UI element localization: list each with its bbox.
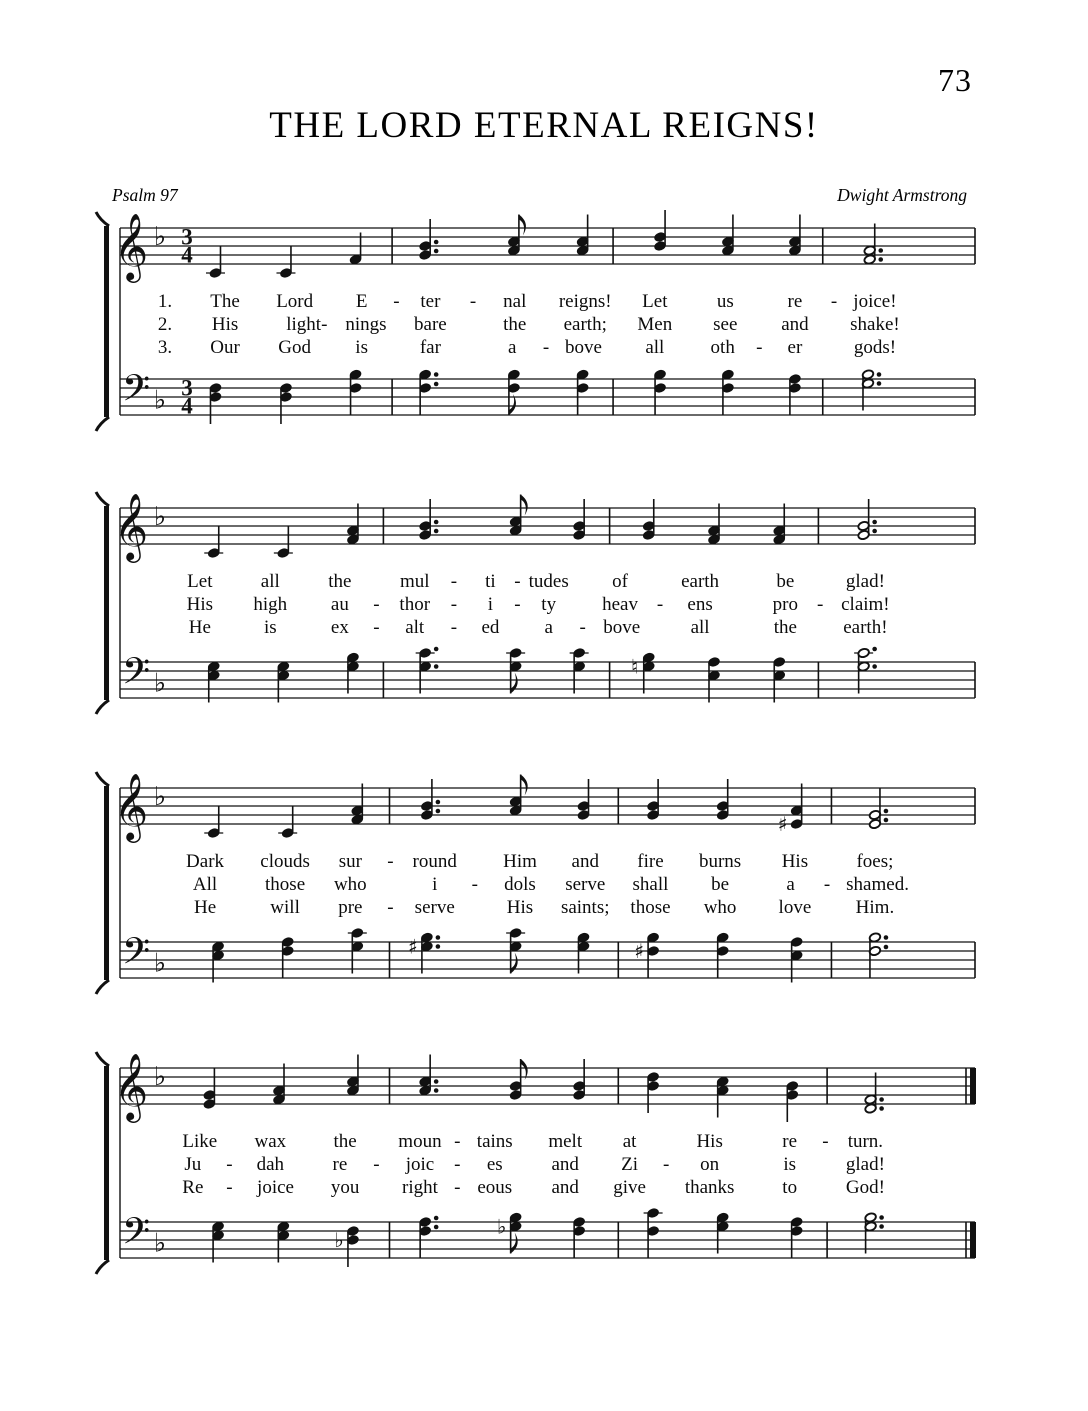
lyric-syllable: the (333, 1131, 357, 1152)
lyric-syllable: give (613, 1177, 646, 1198)
lyric-syllable: Let (642, 291, 668, 312)
lyric-syllable: will (270, 897, 300, 918)
lyric-syllable: Men (637, 314, 673, 335)
lyric-syllable: earth; (563, 314, 607, 335)
lyric-syllable: pro (772, 594, 798, 615)
lyric-syllable: saints; (560, 897, 610, 918)
lyric-hyphen: - (816, 594, 824, 615)
verse-number: 1. (157, 291, 173, 312)
key-signature-flat: ♭ (153, 222, 167, 252)
lyric-syllable: ed (481, 617, 500, 638)
lyric-syllable: who (703, 897, 737, 918)
lyric-syllable: foes; (856, 851, 894, 872)
lyric-syllable: mul (399, 571, 430, 592)
lyric-hyphen: - (756, 337, 763, 358)
lyric-hyphen: - (822, 1131, 829, 1152)
lyric-syllable: all (690, 617, 710, 638)
lyric-syllable: far (419, 337, 441, 358)
lyric-syllable: round (412, 851, 457, 872)
lyric-syllable: His (211, 314, 239, 335)
lyric-hyphen: - (373, 594, 380, 615)
lyric-syllable: thanks (684, 1177, 735, 1198)
scripture-reference: Psalm 97 (112, 185, 178, 205)
treble-clef-icon: 𝄞 (113, 492, 149, 560)
lyric-syllable: serve (565, 874, 606, 895)
lyric-syllable: Let (187, 571, 213, 592)
lyric-syllable: bare (414, 314, 447, 335)
lyric-syllable: and (551, 1177, 579, 1198)
lyric-syllable: ti (485, 571, 496, 592)
lyric-syllable: and (781, 314, 809, 335)
lyric-syllable: you (330, 1177, 360, 1198)
lyric-syllable: Re (182, 1177, 204, 1198)
lyric-syllable: glad! (845, 571, 885, 592)
lyric-syllable: His (186, 594, 214, 615)
lyric-syllable: tains (476, 1131, 513, 1152)
lyric-hyphen: - (469, 291, 477, 312)
lyric-syllable: au (330, 594, 349, 615)
accidental-sign: ♮ (631, 654, 639, 679)
lyric-syllable: joice! (853, 291, 897, 312)
time-signature-bottom: 4 (181, 242, 193, 268)
lyric-syllable: wax (254, 1131, 287, 1152)
lyric-syllable: Our (210, 337, 240, 358)
lyric-syllable: a (544, 617, 553, 638)
lyric-syllable: at (622, 1131, 637, 1152)
lyric-syllable: the (503, 314, 527, 335)
lyric-hyphen: - (393, 291, 400, 312)
lyric-syllable: on (700, 1154, 720, 1175)
lyric-syllable: He (188, 617, 211, 638)
accidental-sign: ♯ (408, 934, 418, 959)
lyric-syllable: melt (548, 1131, 583, 1152)
lyric-hyphen: - (579, 617, 586, 638)
lyric-syllable: re (332, 1154, 348, 1175)
lyric-syllable: i (487, 594, 494, 615)
key-signature-flat: ♭ (153, 948, 167, 979)
lyric-hyphen: - (226, 1177, 233, 1198)
lyric-syllable: Lord (276, 291, 314, 312)
lyric-syllable: earth (681, 571, 720, 592)
lyric-hyphen: - (450, 594, 458, 615)
lyric-syllable: shamed. (846, 874, 909, 895)
lyric-syllable: and (571, 851, 599, 872)
time-signature-top: 3 (181, 224, 193, 250)
lyric-syllable: shake! (850, 314, 900, 335)
lyric-syllable: Like (182, 1131, 218, 1152)
bass-clef-icon: 𝄢 (121, 1210, 151, 1262)
lyric-hyphen: - (514, 594, 521, 615)
composer-credit: Dwight Armstrong (837, 185, 967, 205)
lyric-syllable: God! (845, 1177, 885, 1198)
lyric-syllable: dols (504, 874, 536, 895)
key-signature-flat: ♭ (153, 668, 167, 699)
lyric-syllable: joice (257, 1177, 294, 1198)
lyric-syllable: i (432, 874, 438, 895)
lyric-syllable: the (328, 571, 352, 592)
lyric-hyphen: - (830, 291, 838, 312)
lyric-syllable: the (773, 617, 797, 638)
lyric-syllable: oth (710, 337, 735, 358)
lyric-hyphen: - (373, 617, 380, 638)
accidental-sign: ♭ (334, 1228, 344, 1252)
lyric-syllable: a (786, 874, 795, 895)
lyric-syllable: is (355, 337, 368, 358)
lyric-syllable: all (260, 571, 280, 592)
lyric-syllable: es (486, 1154, 503, 1175)
lyric-syllable: nings (345, 314, 387, 335)
lyric-syllable: a (507, 337, 517, 358)
lyric-syllable: ter (420, 291, 441, 312)
lyric-syllable: eous (477, 1177, 513, 1198)
lyric-syllable: dah (256, 1154, 285, 1175)
lyric-syllable: reigns! (558, 291, 612, 312)
lyric-syllable: Zi (621, 1154, 639, 1175)
lyric-syllable: bove (565, 337, 602, 358)
lyric-syllable: see (713, 314, 738, 335)
lyric-syllable: er (787, 337, 803, 358)
lyric-syllable: tudes (528, 571, 569, 592)
lyric-syllable: He (193, 897, 217, 918)
accidental-sign: ♭ (496, 1214, 507, 1239)
lyric-syllable: turn. (847, 1131, 884, 1152)
lyric-syllable: high (253, 594, 288, 615)
lyric-syllable: light- (286, 314, 328, 335)
treble-clef-icon: 𝄞 (113, 772, 149, 840)
verse-number: 3. (157, 337, 173, 358)
lyric-syllable: of (612, 571, 628, 592)
lyric-syllable: burns (698, 851, 742, 872)
lyric-syllable: all (645, 337, 665, 358)
key-signature-flat: ♭ (153, 1228, 167, 1259)
verse-number: 2. (157, 314, 173, 335)
lyric-syllable: nal (503, 291, 527, 312)
lyric-syllable: be (711, 874, 730, 895)
treble-clef-icon: 𝄞 (113, 212, 149, 280)
lyric-syllable: ens (687, 594, 713, 615)
lyric-syllable: re (787, 291, 803, 312)
lyric-syllable: moun (398, 1131, 442, 1152)
bass-clef-icon: 𝄢 (121, 650, 151, 702)
lyric-syllable: Dark (186, 851, 225, 872)
lyric-syllable: sur (338, 851, 362, 872)
bass-clef-icon: 𝄢 (121, 367, 151, 419)
lyric-syllable: shall (632, 874, 669, 895)
lyric-hyphen: - (387, 897, 394, 918)
lyric-hyphen: - (373, 1154, 380, 1175)
time-signature-top: 3 (181, 375, 193, 401)
lyric-syllable: right (401, 1177, 438, 1198)
lyric-syllable: His (781, 851, 809, 872)
lyric-syllable: The (210, 291, 240, 312)
lyric-syllable: bove (603, 617, 641, 638)
lyric-syllable: love (778, 897, 812, 918)
page-title: THE LORD ETERNAL REIGNS! (269, 105, 819, 146)
lyric-syllable: Ju (184, 1154, 202, 1175)
lyric-syllable: us (716, 291, 734, 312)
lyric-syllable: and (551, 1154, 579, 1175)
lyric-hyphen: - (450, 571, 458, 592)
lyric-syllable: clouds (260, 851, 310, 872)
lyric-hyphen: - (454, 1154, 461, 1175)
lyric-syllable: who (333, 874, 367, 895)
lyric-syllable: fire (637, 851, 664, 872)
lyric-hyphen: - (823, 874, 831, 895)
lyric-syllable: His (506, 897, 534, 918)
lyric-syllable: His (696, 1131, 723, 1152)
lyric-hyphen: - (450, 617, 458, 638)
lyric-syllable: those (630, 897, 671, 918)
lyric-hyphen: - (656, 594, 664, 615)
key-signature-flat: ♭ (153, 1062, 167, 1092)
lyric-syllable: earth! (843, 617, 888, 638)
lyric-syllable: Him (503, 851, 537, 872)
lyric-syllable: God (278, 337, 312, 358)
lyric-hyphen: - (471, 874, 478, 895)
lyric-syllable: gods! (853, 337, 897, 358)
lyric-syllable: All (192, 874, 218, 895)
lyric-syllable: serve (414, 897, 455, 918)
lyric-syllable: Him. (855, 897, 895, 918)
lyric-syllable: claim! (841, 594, 890, 615)
lyric-syllable: glad! (845, 1154, 885, 1175)
lyric-hyphen: - (454, 1177, 461, 1198)
lyric-hyphen: - (226, 1154, 233, 1175)
lyric-syllable: pre (338, 897, 363, 918)
lyric-hyphen: - (387, 851, 394, 872)
lyric-syllable: ty (541, 594, 557, 615)
accidental-sign: ♯ (634, 939, 644, 963)
accidental-sign: ♯ (777, 812, 788, 836)
lyric-syllable: those (265, 874, 306, 895)
treble-clef-icon: 𝄞 (113, 1052, 149, 1120)
lyric-syllable: thor (399, 594, 431, 615)
lyric-syllable: heav (602, 594, 638, 615)
lyric-syllable: to (782, 1177, 798, 1198)
key-signature-flat: ♭ (153, 502, 167, 532)
lyric-syllable: is (783, 1154, 797, 1175)
lyric-hyphen: - (662, 1154, 670, 1175)
lyric-syllable: re (782, 1131, 798, 1152)
time-signature-bottom: 4 (181, 393, 193, 419)
lyric-hyphen: - (542, 337, 550, 358)
lyric-syllable: alt (405, 617, 425, 638)
lyric-hyphen: - (514, 571, 521, 592)
lyric-hyphen: - (454, 1131, 461, 1152)
lyric-syllable: E (355, 291, 368, 312)
page-number: 73 (938, 62, 972, 98)
lyric-syllable: joic (405, 1154, 435, 1175)
lyric-syllable: ex (330, 617, 349, 638)
bass-clef-icon: 𝄢 (121, 930, 151, 982)
lyric-syllable: is (263, 617, 277, 638)
lyric-syllable: be (776, 571, 795, 592)
key-signature-flat: ♭ (153, 385, 167, 416)
key-signature-flat: ♭ (153, 782, 167, 812)
